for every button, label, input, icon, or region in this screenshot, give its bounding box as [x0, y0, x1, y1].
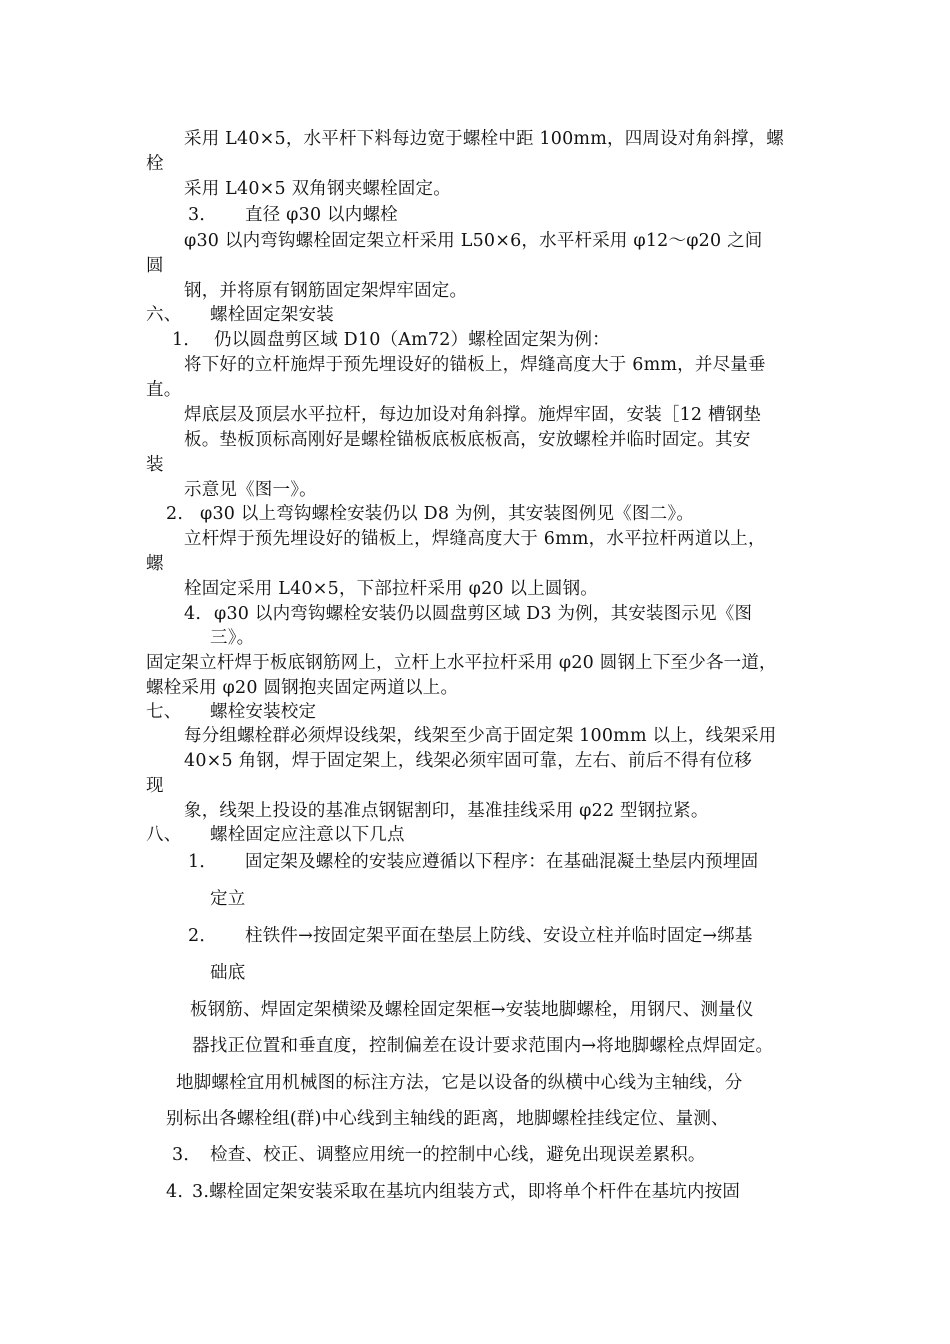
text-line: 地脚螺栓宜用机械图的标注方法，它是以设备的纵横中心线为主轴线，分: [176, 1073, 743, 1093]
section-number: 七、: [146, 702, 182, 722]
text-line: 板。垫板顶标高刚好是螺栓锚板底板底板高，安放螺栓并临时固定。其安: [184, 430, 751, 450]
text-line: 础底: [210, 963, 246, 983]
text-line: 焊底层及顶层水平拉杆，每边加设对角斜撑。施焊牢固，安装［12 槽钢垫: [184, 405, 762, 425]
list-number: 1．: [188, 852, 218, 872]
text-line: 直径 φ30 以内螺栓: [245, 205, 398, 225]
text-line: 别标出各螺栓组(群)中心线到主轴线的距离，地脚螺栓挂线定位、量测、: [166, 1109, 729, 1129]
text-line: 装: [146, 455, 164, 475]
text-line: 定立: [210, 889, 246, 909]
text-line: 三》。: [210, 628, 255, 648]
text-line: 立杆焊于预先埋设好的锚板上，焊缝高度大于 6mm，水平拉杆两道以上，: [184, 529, 766, 549]
text-line: φ30 以内弯钩螺栓安装仍以圆盘剪区域 D3 为例，其安装图示见《图: [214, 604, 753, 624]
list-number: 2.: [166, 504, 184, 524]
list-number: 3．: [172, 1145, 202, 1165]
text-line: 固定架立杆焊于板底钢筋网上，立杆上水平拉杆采用 φ20 圆钢上下至少各一道，: [146, 653, 777, 673]
section-heading: 螺栓固定架安装: [210, 305, 334, 325]
text-line: 固定架及螺栓的安装应遵循以下程序：在基础混凝土垫层内预埋固: [245, 852, 759, 872]
section-heading: 螺栓固定应注意以下几点: [210, 825, 405, 845]
text-line: 采用 L40×5，水平杆下料每边宽于螺栓中距 100mm，四周设对角斜撑，螺: [184, 129, 785, 149]
text-line: 将下好的立杆施焊于预先埋设好的锚板上，焊缝高度大于 6mm，并尽量垂: [184, 355, 766, 375]
text-line: 现: [146, 776, 164, 796]
text-line: 栓: [146, 154, 164, 174]
text-line: 直。: [146, 380, 182, 400]
text-line: 器找正位置和垂直度，控制偏差在设计要求范围内→将地脚螺栓点焊固定。: [192, 1036, 774, 1056]
text-line: 螺: [146, 554, 164, 574]
section-number: 八、: [146, 825, 182, 845]
text-line: 仍以圆盘剪区域 D10（Am72）螺栓固定架为例：: [214, 330, 610, 350]
list-number: 1．: [172, 330, 202, 350]
text-line: 检查、校正、调整应用统一的控制中心线，避免出现误差累积。: [210, 1145, 706, 1165]
text-line: 3.螺栓固定架安装采取在基坑内组装方式，即将单个杆件在基坑内按固: [192, 1182, 741, 1202]
text-line: 采用 L40×5 双角钢夹螺栓固定。: [184, 179, 451, 199]
text-line: φ30 以内弯钩螺栓固定架立杆采用 L50×6，水平杆采用 φ12～φ20 之间: [184, 231, 763, 251]
section-heading: 螺栓安装校定: [210, 702, 317, 722]
text-line: 象，线架上投设的基准点钢锯割印，基准挂线采用 φ22 型钢拉紧。: [184, 801, 709, 821]
text-line: 40×5 角钢，焊于固定架上，线架必须牢固可靠，左右、前后不得有位移: [184, 751, 752, 771]
text-line: 圆: [146, 256, 164, 276]
text-line: 螺栓采用 φ20 圆钢抱夹固定两道以上。: [146, 678, 459, 698]
text-line: 栓固定采用 L40×5，下部拉杆采用 φ20 以上圆钢。: [184, 579, 598, 599]
text-line: 柱铁件→按固定架平面在垫层上防线、安设立柱并临时固定→绑基: [245, 926, 753, 946]
list-number: 2．: [188, 926, 218, 946]
text-line: 钢，并将原有钢筋固定架焊牢固定。: [184, 281, 468, 301]
list-number: 3．: [188, 205, 218, 225]
text-line: 示意见《图一》。: [184, 480, 317, 500]
list-number: 4.: [184, 604, 202, 624]
text-line: 每分组螺栓群必须焊设线架，线架至少高于固定架 100mm 以上，线架采用: [184, 726, 777, 746]
text-line: φ30 以上弯钩螺栓安装仍以 D8 为例，其安装图例见《图二》。: [200, 504, 695, 524]
section-number: 六、: [146, 305, 182, 325]
list-number: 4.: [166, 1182, 184, 1202]
text-line: 板钢筋、焊固定架横梁及螺栓固定架框→安装地脚螺栓，用钢尺、测量仪: [190, 1000, 754, 1020]
